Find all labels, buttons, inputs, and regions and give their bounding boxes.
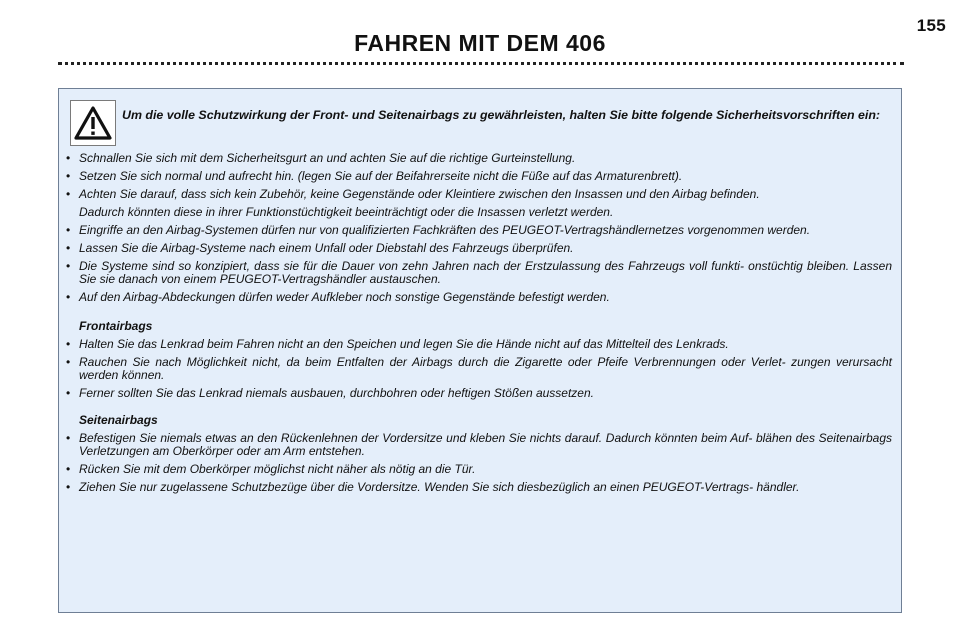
- list-item-continuation: Dadurch könnten diese in ihrer Funktionstüchtigkeit beeinträchtigt oder die Insassen verletzt werden.: [79, 205, 614, 219]
- list-item: • Rücken Sie mit dem Oberkörper möglichst nicht näher als nötig an die Tür.: [59, 463, 901, 476]
- list-item: • Achten Sie darauf, dass sich kein Zubehör, keine Gegenstände oder Kleintiere zwischen den Insassen und den Airbag befinden.: [59, 188, 901, 201]
- side-airbags-list: [59, 432, 901, 494]
- front-airbags-list: [59, 338, 901, 400]
- list-item: • Setzen Sie sich normal und aufrecht hin. (legen Sie auf der Beifahrerseite nicht die Füße auf das Armaturenbrett).: [59, 170, 901, 183]
- general-list-2: [59, 224, 901, 304]
- list-item: • Eingriffe an den Airbag-Systemen dürfen nur von qualifizierten Fachkräften des PEUGEOT-Vertragshändlernetzes vorgenommen werden.: [59, 224, 901, 237]
- notice-intro: Um die volle Schutzwirkung der Front- und Seitenairbags zu gewährleisten, halten Sie bitte folgende Sicherheitsvorschriften ein:: [122, 108, 881, 122]
- list-item: • Schnallen Sie sich mit dem Sicherheitsgurt an und achten Sie auf die richtige Gurteinstellung.: [59, 152, 901, 165]
- page-title: FAHREN MIT DEM 406: [354, 30, 606, 56]
- list-item: • Befestigen Sie niemals etwas an den Rückenlehnen der Vordersitze und kleben Sie nichts darauf. Dadurch könnten beim Auf- blähen des Seitenairbags Verletzungen am Oberkörper oder am Arm entstehen.: [59, 432, 901, 458]
- front-airbags-heading: Frontairbags: [79, 319, 153, 333]
- title-divider: [58, 62, 904, 65]
- warning-triangle-icon: [70, 100, 116, 146]
- notice-content: [59, 152, 901, 499]
- list-item: • Lassen Sie die Airbag-Systeme nach einem Unfall oder Diebstahl des Fahrzeugs überprüfen.: [59, 242, 901, 255]
- list-item: • Rauchen Sie nach Möglichkeit nicht, da beim Entfalten der Airbags durch die Zigarette oder Pfeife Verbrennungen oder Verlet- zungen verursacht werden können.: [59, 356, 901, 382]
- list-item: • Die Systeme sind so konzipiert, dass sie für die Dauer von zehn Jahren nach der Erstzulassung des Fahrzeugs voll funkti- onstüchtig bleiben. Lassen Sie sie danach von einem PEUGEOT-Vertragshändler austauschen.: [59, 260, 901, 286]
- list-item: • Ziehen Sie nur zugelassene Schutzbezüge über die Vordersitze. Wenden Sie sich diesbezüglich an einen PEUGEOT-Vertrags- händler.: [59, 481, 901, 494]
- side-airbags-heading: Seitenairbags: [79, 413, 158, 427]
- airbag-safety-notice: [58, 88, 902, 613]
- page-number: 155: [916, 16, 946, 35]
- general-list: [59, 152, 901, 201]
- list-item: • Halten Sie das Lenkrad beim Fahren nicht an den Speichen und legen Sie die Hände nicht auf das Mittelteil des Lenkrads.: [59, 338, 901, 351]
- list-item: • Auf den Airbag-Abdeckungen dürfen weder Aufkleber noch sonstige Gegenstände befestigt werden.: [59, 291, 901, 304]
- list-item: • Ferner sollten Sie das Lenkrad niemals ausbauen, durchbohren oder heftigen Stößen aussetzen.: [59, 387, 901, 400]
